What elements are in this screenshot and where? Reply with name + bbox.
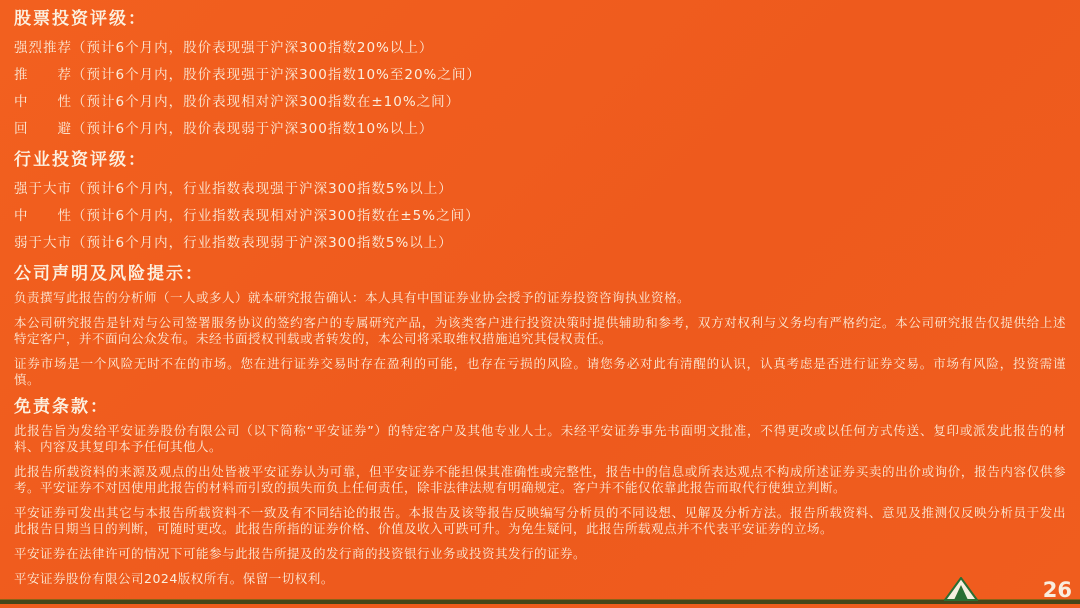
statement-paragraph: 负责撰写此报告的分析师（一人或多人）就本研究报告确认：本人具有中国证券业协会授予的证券投资咨询执业资格。 [14,290,691,305]
disclaimer-paragraph: 此报告所载资料的来源及观点的出处皆被平安证券认为可靠，但平安证券不能担保其准确性或完整性，报告中的信息或所表达观点不构成所述证券买卖的出价或询价，报告内容仅供参考。平安证券不对因使用此报告的材料而引致的损失而负上任何责任，除非法律法规有明确规定。客户并不能仅依靠此报告而取代行使独立判断。 [14,464,1066,495]
disclaimer-paragraph: 平安证券在法律许可的情况下可能参与此报告所提及的发行商的投资银行业务或投资其发行的证券。 [14,546,587,561]
disclaimer-paragraph: 平安证券可发出其它与本报告所载资料不一致及有不同结论的报告。本报告及该等报告反映编写分析员的不同设想、见解及分析方法。报告所载资料、意见及推测仅反映分析员于发出此报告日期当日的判断，可随时更改。此报告所指的证券价格、价值及收入可跌可升。为免生疑问，此报告所载观点并不代表平安证券的立场。 [14,505,1066,536]
stock-rating-title: 股票投资评级： [14,9,147,29]
company-statement-section [14,263,1066,388]
stock-rating-item: 推 荐（预计6个月内，股价表现强于沪深300指数10%至20%之间） [14,67,481,83]
stock-rating-section [14,8,1066,143]
disclaimer-section [14,396,1066,587]
statement-paragraph: 本公司研究报告是针对与公司签署服务协议的签约客户的专属研究产品，为该类客户进行投资决策时提供辅助和参考，双方对权利与义务均有严格约定。本公司研究报告仅提供给上述特定客户，并不面向公众发布。未经书面授权刊载或者转发的，本公司将采取维权措施追究其侵权责任。 [14,315,1066,346]
stock-rating-item: 强烈推荐（预计6个月内，股价表现强于沪深300指数20%以上） [14,40,434,56]
industry-rating-item: 强于大市（预计6个月内，行业指数表现强于沪深300指数5%以上） [14,181,453,197]
stock-rating-item: 回 避（预计6个月内，股价表现弱于沪深300指数10%以上） [14,121,434,137]
industry-rating-item: 弱于大市（预计6个月内，行业指数表现弱于沪深300指数5%以上） [14,235,453,251]
company-statement-title: 公司声明及风险提示： [14,264,204,284]
disclaimer-title: 免责条款： [14,397,109,417]
pingan-triangle-logo-icon [944,577,978,601]
stock-rating-item: 中 性（预计6个月内，股价表现相对沪深300指数在±10%之间） [14,94,461,110]
industry-rating-title: 行业投资评级： [14,150,147,170]
industry-rating-section [14,149,1066,257]
disclaimer-paragraph: 此报告旨为发给平安证券股份有限公司（以下简称“平安证券”）的特定客户及其他专业人士。未经平安证券事先书面明文批准，不得更改或以任何方式传送、复印或派发此报告的材料、内容及其复印本予任何其他人。 [14,423,1066,454]
industry-rating-item: 中 性（预计6个月内，行业指数表现相对沪深300指数在±5%之间） [14,208,480,224]
footer-divider [0,599,1080,604]
statement-paragraph: 证券市场是一个风险无时不在的市场。您在进行证券交易时存在盈利的可能，也存在亏损的风险。请您务必对此有清醒的认识，认真考虑是否进行证券交易。市场有风险，投资需谨慎。 [14,356,1066,387]
disclaimer-paragraph: 平安证券股份有限公司2024版权所有。保留一切权利。 [14,571,334,586]
page-number: 26 [1042,578,1072,602]
